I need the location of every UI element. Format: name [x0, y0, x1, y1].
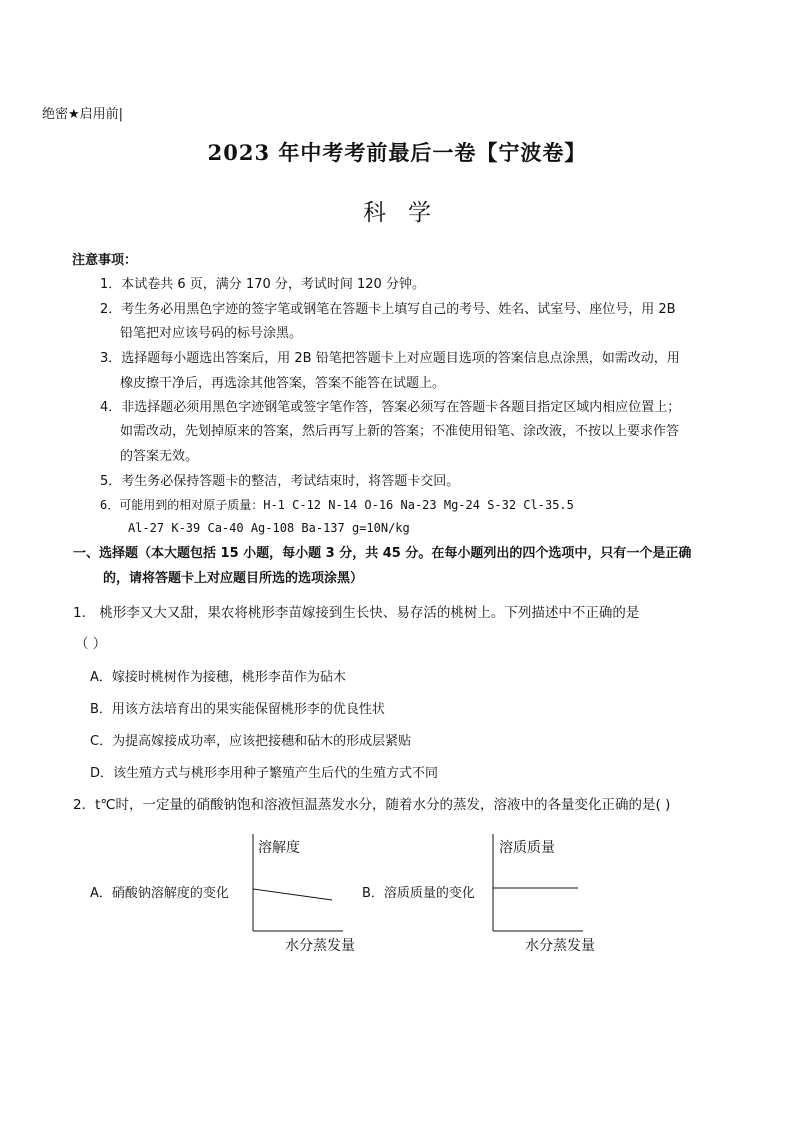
- option-c: C．为提高嫁接成功率，应该把接穗和砧木的形成层紧贴: [90, 734, 412, 749]
- option-a: A．嫁接时桃树作为接穗，桃形李苗作为砧木: [90, 670, 346, 685]
- notice-item-continued: 的答案无效。: [120, 449, 199, 464]
- atomic-mass-line: Al-27 K-39 Ca-40 Ag-108 Ba-137 g=10N/kg: [128, 521, 410, 535]
- section-heading-continued: 的，请将答题卡上对应题目所选的选项涂黑）: [103, 571, 364, 586]
- notice-item-continued: 橡皮擦干净后，再选涂其他答案，答案不能答在试题上。: [120, 376, 446, 391]
- exam-title: 2023 年中考考前最后一卷【宁波卷】: [207, 140, 587, 165]
- answer-parenthesis: （ ）: [75, 636, 107, 652]
- notice-item: 3．选择题每小题选出答案后，用 2B 铅笔把答题卡上对应题目选项的答案信息点涂黑，如需改动，用: [100, 351, 680, 366]
- option-d: D．该生殖方式与桃形李用种子繁殖产生后代的生殖方式不同: [90, 766, 439, 781]
- notice-item: 5．考生务必保持答题卡的整洁，考试结束时，将答题卡交回。: [100, 474, 460, 489]
- confidential-label: 绝密★启用前|: [42, 107, 124, 122]
- graph-b-x-label: 水分蒸发量: [525, 938, 595, 954]
- question-1-stem: 1． 桃形李又大又甜，果农将桃形李苗嫁接到生长快、易存活的桃树上。下列描述中不正确的是: [73, 605, 640, 621]
- notice-item: 4．非选择题必须用黑色字迹钢笔或签字笔作答，答案必须写在答题卡各题目指定区域内相应位置上；: [100, 400, 681, 415]
- option-b: B．用该方法培育出的果实能保留桃形李的优良性状: [90, 702, 385, 717]
- notice-item: 2．考生务必用黑色字迹的签字笔或钢笔在答题卡上填写自己的考号、姓名、试室号、座位号，用 2B: [100, 302, 676, 317]
- notice-heading: 注意事项：: [72, 253, 138, 268]
- atomic-mass-line: 6．可能用到的相对原子质量：H-1 C-12 N-14 O-16 Na-23 Mg-24 S-32 Cl-35.5: [100, 498, 574, 512]
- graph-b-y-label: 溶质质量: [499, 840, 555, 856]
- graph-a-x-label: 水分蒸发量: [285, 938, 355, 954]
- graph-a-solubility-line: [253, 889, 332, 900]
- notice-item-continued: 如需改动，先划掉原来的答案，然后再写上新的答案；不准使用铅笔、涂改液，不按以上要求作答: [120, 424, 680, 439]
- graph-b-option-label: B．溶质质量的变化: [362, 886, 475, 901]
- question-2-stem: 2．t℃时，一定量的硝酸钠饱和溶液恒温蒸发水分，随着水分的蒸发，溶液中的各量变化正确的是( ): [73, 797, 671, 813]
- graph-a-option-label: A．硝酸钠溶解度的变化: [90, 886, 229, 901]
- notice-item: 1．本试卷共 6 页，满分 170 分，考试时间 120 分钟。: [100, 277, 425, 292]
- subject-title: 科学: [363, 200, 453, 226]
- notice-item-continued: 铅笔把对应该号码的标号涂黑。: [120, 326, 303, 341]
- section-heading: 一、选择题（本大题包括 15 小题，每小题 3 分，共 45 分。在每小题列出的四个选项中，只有一个是正确: [73, 546, 692, 561]
- graph-a-y-label: 溶解度: [258, 840, 300, 856]
